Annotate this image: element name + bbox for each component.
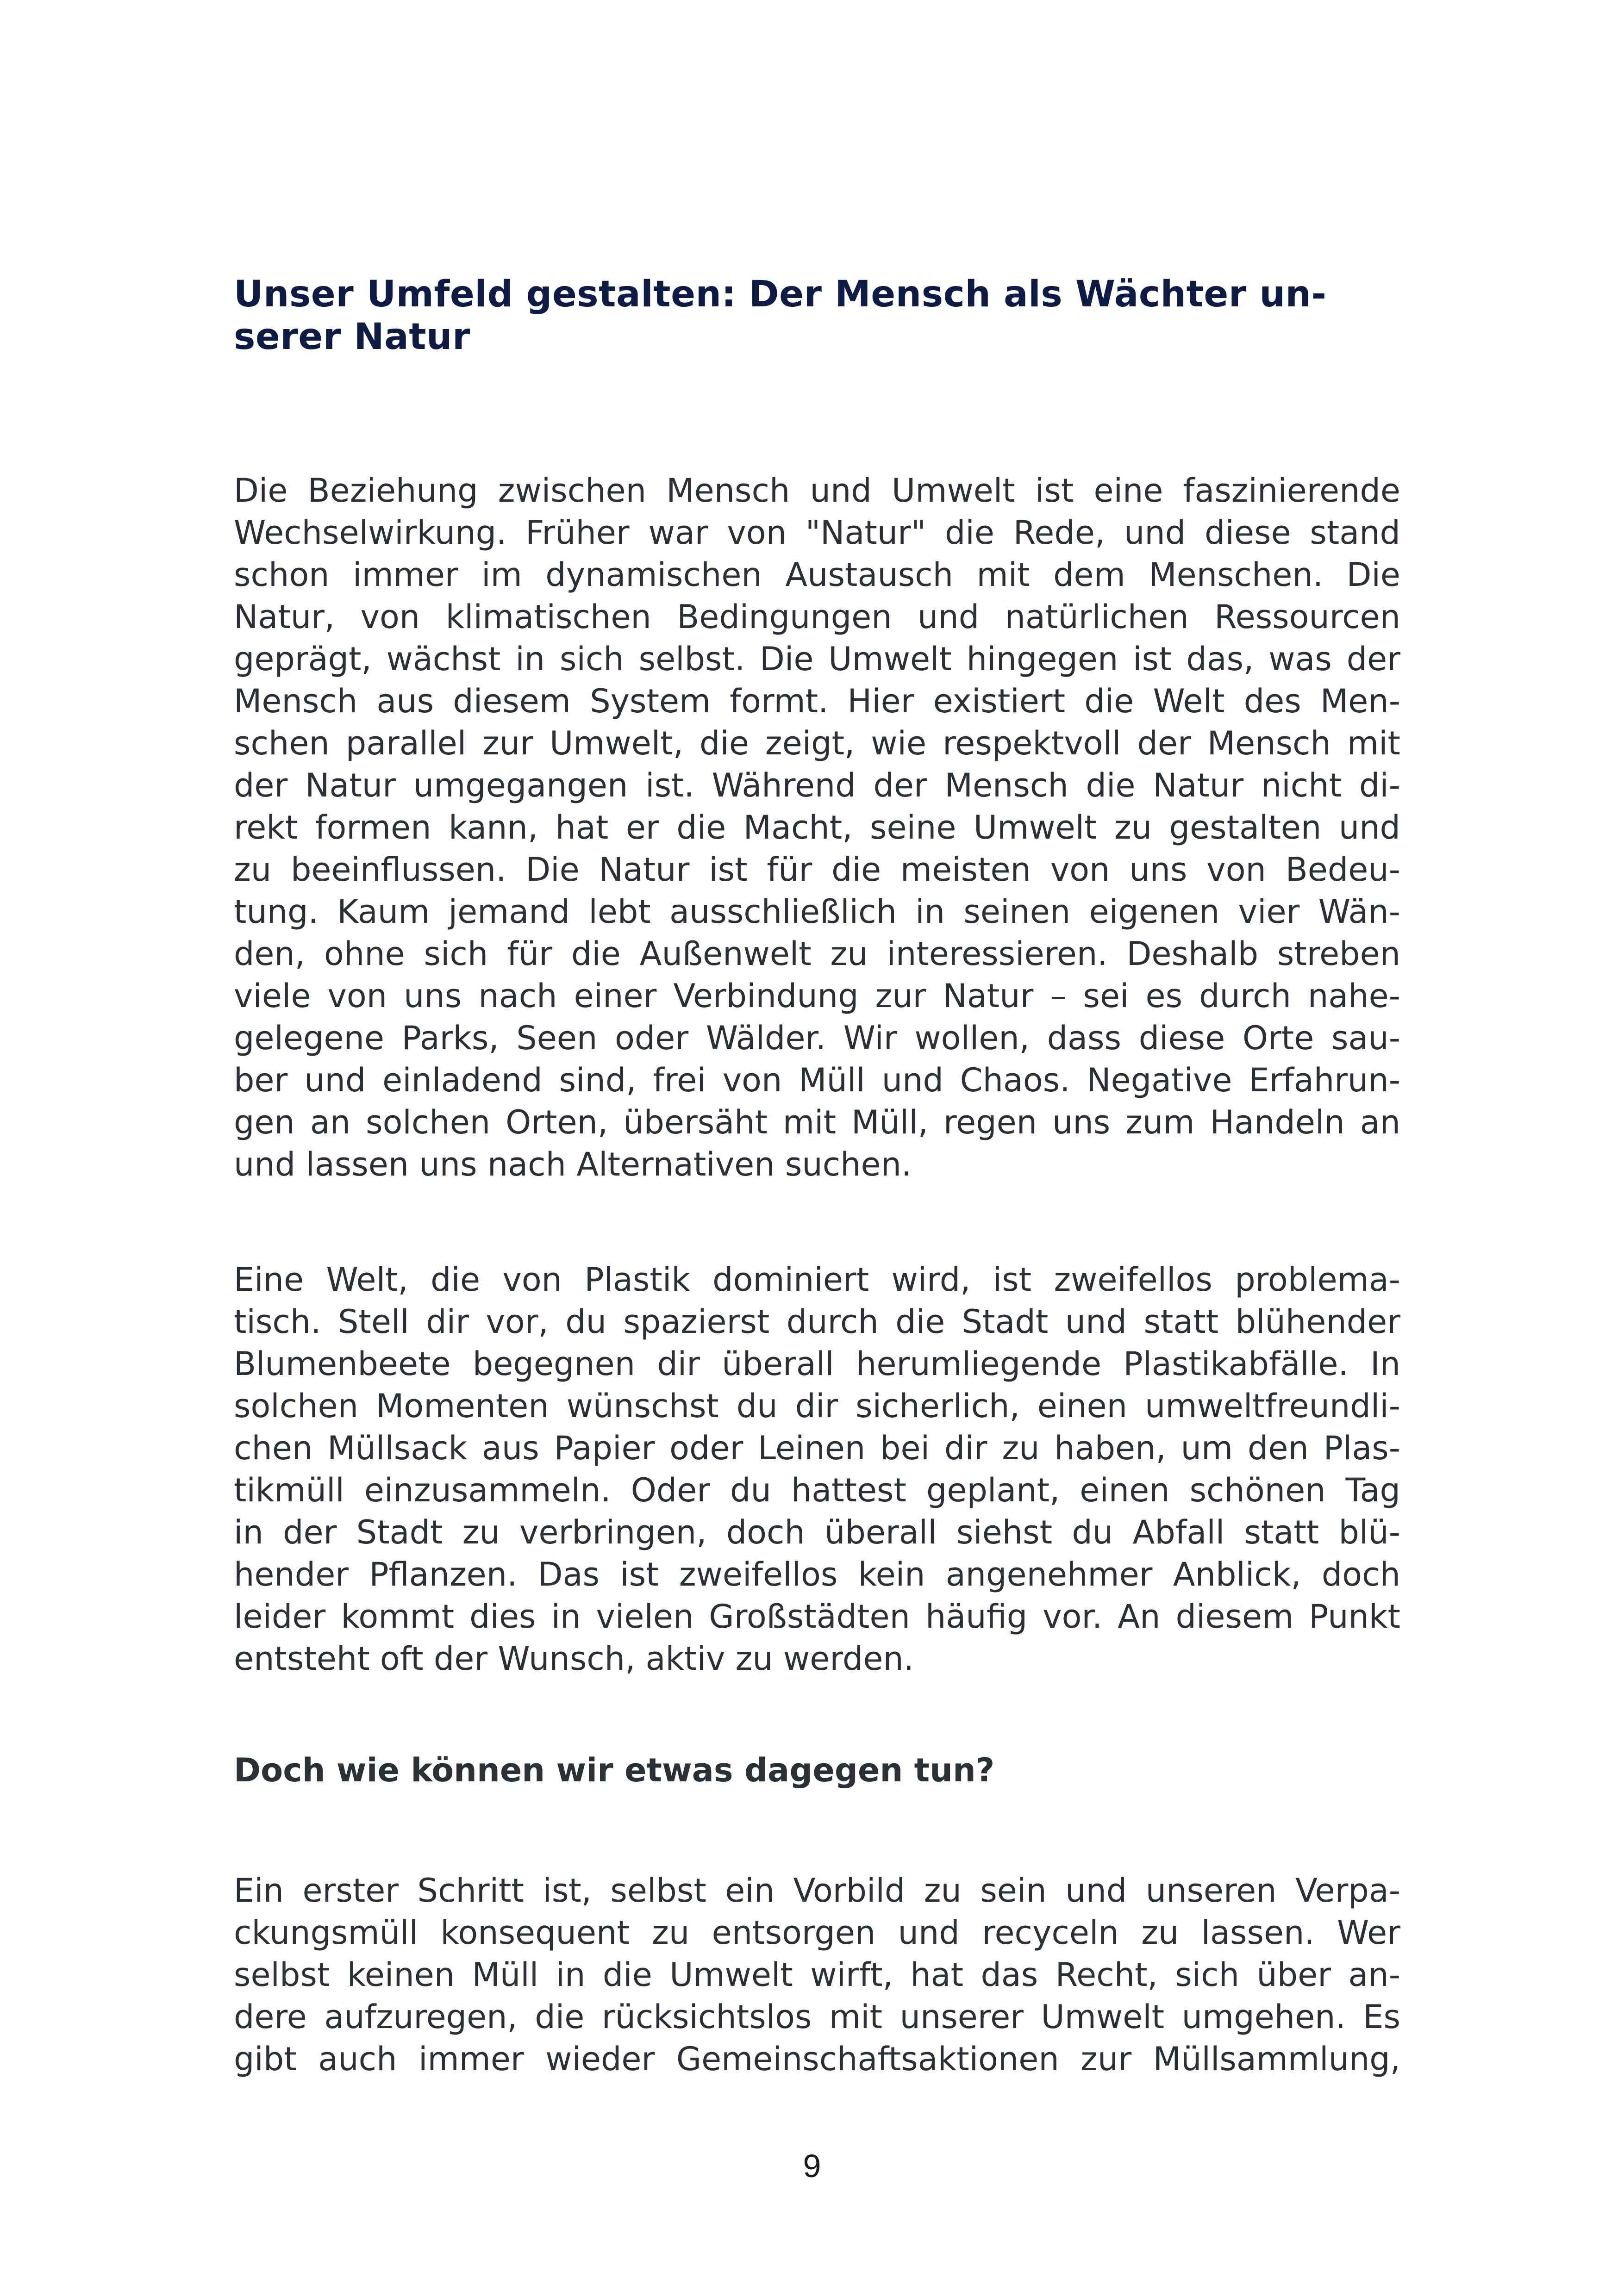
chapter-title bbox=[234, 273, 1400, 358]
text-line: chen Müllsack aus Papier oder Leinen bei dir zu haben, um den Plas- bbox=[234, 1429, 1400, 1467]
text-line: Mensch aus diesem System formt. Hier existiert die Welt des Men- bbox=[234, 682, 1400, 720]
body-paragraph-1 bbox=[234, 470, 1400, 1186]
text-line: Wechselwirkung. Früher war von "Natur" die Rede, und diese stand bbox=[234, 514, 1400, 552]
text-line: geprägt, wächst in sich selbst. Die Umwelt hingegen ist das, was der bbox=[234, 640, 1400, 678]
text-line: selbst keinen Müll in die Umwelt wirft, hat das Recht, sich über an- bbox=[234, 1956, 1400, 1994]
body-paragraph-3 bbox=[234, 1870, 1400, 2080]
text-line: gen an solchen Orten, übersäht mit Müll, regen uns zum Handeln an bbox=[234, 1103, 1400, 1141]
text-line: den, ohne sich für die Außenwelt zu interessieren. Deshalb streben bbox=[234, 935, 1400, 973]
text-line: Natur, von klimatischen Bedingungen und natürlichen Ressourcen bbox=[234, 598, 1400, 636]
section-subheading: Doch wie können wir etwas dagegen tun? bbox=[234, 1751, 995, 1789]
text-line: solchen Momenten wünschst du dir sicherlich, einen umweltfreundli- bbox=[234, 1387, 1400, 1425]
text-line: und lassen uns nach Alternativen suchen. bbox=[234, 1145, 912, 1183]
text-line: entsteht oft der Wunsch, aktiv zu werden. bbox=[234, 1640, 914, 1678]
text-line: ber und einladend sind, frei von Müll und Chaos. Negative Erfahrun- bbox=[234, 1061, 1400, 1099]
text-line: Blumenbeete begegnen dir überall herumliegende Plastikabfälle. In bbox=[234, 1345, 1400, 1383]
text-line: rekt formen kann, hat er die Macht, seine Umwelt zu gestalten und bbox=[234, 809, 1400, 846]
text-line: Ein erster Schritt ist, selbst ein Vorbild zu sein und unseren Verpa- bbox=[234, 1872, 1400, 1910]
text-line: ckungsmüll konsequent zu entsorgen und recyceln zu lassen. Wer bbox=[234, 1914, 1400, 1952]
text-line: Die Beziehung zwischen Mensch und Umwelt ist eine faszinierende bbox=[234, 472, 1400, 510]
text-line: schen parallel zur Umwelt, die zeigt, wie respektvoll der Mensch mit bbox=[234, 724, 1400, 762]
text-line: tung. Kaum jemand lebt ausschließlich in seinen eigenen vier Wän- bbox=[234, 893, 1400, 931]
text-line: tikmüll einzusammeln. Oder du hattest geplant, einen schönen Tag bbox=[234, 1471, 1400, 1509]
text-line: gelegene Parks, Seen oder Wälder. Wir wollen, dass diese Orte sau- bbox=[234, 1019, 1400, 1057]
body-paragraph-2 bbox=[234, 1259, 1400, 1680]
text-line: der Natur umgegangen ist. Während der Mensch die Natur nicht di- bbox=[234, 766, 1400, 804]
chapter-title-line: Unser Umfeld gestalten: Der Mensch als Wächter un- bbox=[234, 274, 1327, 315]
text-line: schon immer im dynamischen Austausch mit dem Menschen. Die bbox=[234, 556, 1400, 594]
text-line: dere aufzuregen, die rücksichtslos mit unserer Umwelt umgehen. Es bbox=[234, 1998, 1400, 2036]
page-number: 9 bbox=[803, 2148, 821, 2184]
text-line: leider kommt dies in vielen Großstädten häufig vor. An diesem Punkt bbox=[234, 1598, 1400, 1636]
text-line: Eine Welt, die von Plastik dominiert wird, ist zweifellos problema- bbox=[234, 1261, 1400, 1299]
page-content bbox=[234, 273, 1400, 2078]
text-line: zu beeinflussen. Die Natur ist für die meisten von uns von Bedeu- bbox=[234, 851, 1400, 889]
text-line: tisch. Stell dir vor, du spazierst durch die Stadt und statt blühender bbox=[234, 1303, 1400, 1341]
chapter-title-line: serer Natur bbox=[234, 316, 471, 358]
text-line: in der Stadt zu verbringen, doch überall siehst du Abfall statt blü- bbox=[234, 1513, 1400, 1551]
text-line: viele von uns nach einer Verbindung zur Natur – sei es durch nahe- bbox=[234, 977, 1400, 1015]
text-line: hender Pflanzen. Das ist zweifellos kein angenehmer Anblick, doch bbox=[234, 1556, 1400, 1593]
text-line: gibt auch immer wieder Gemeinschaftsaktionen zur Müllsammlung, bbox=[234, 2040, 1400, 2078]
